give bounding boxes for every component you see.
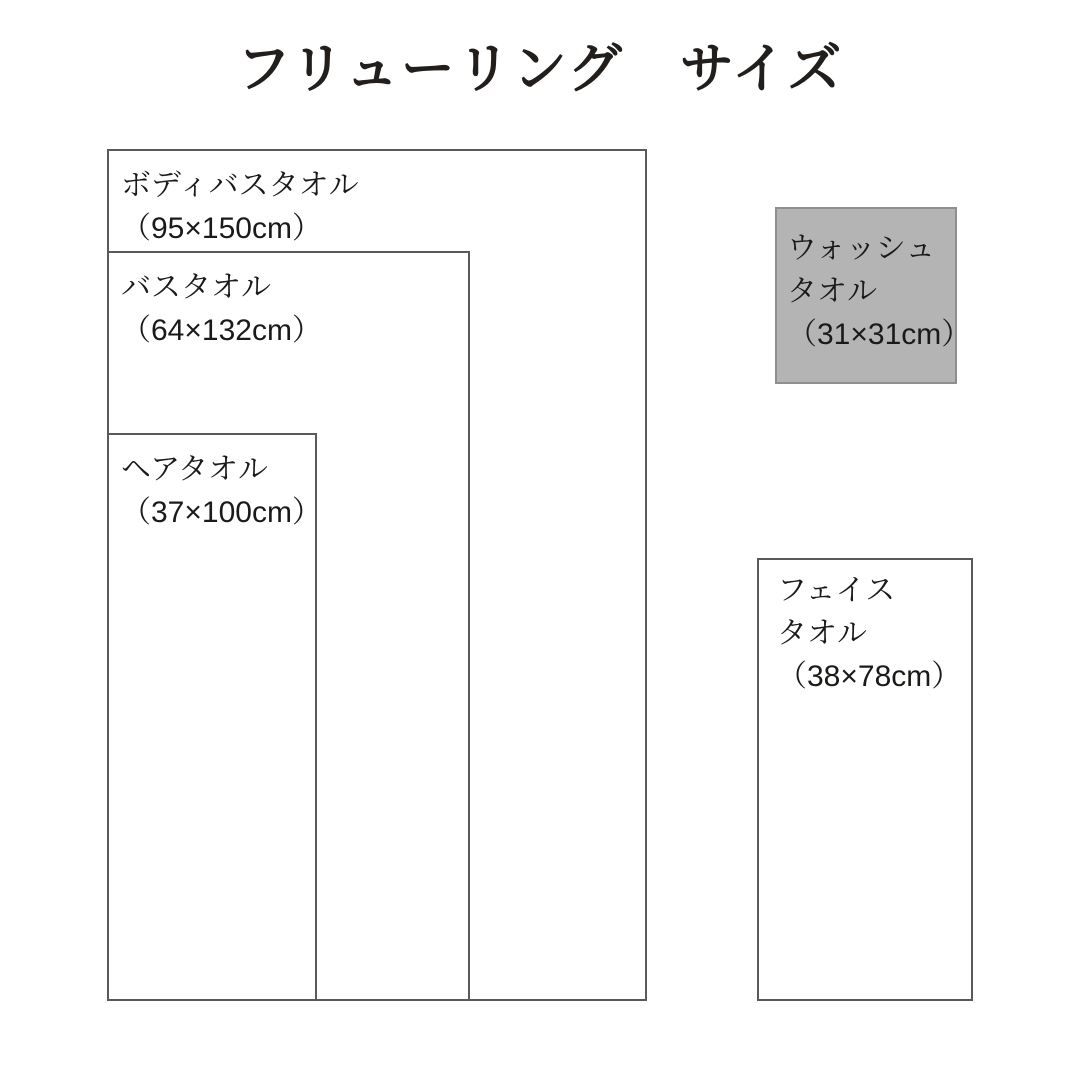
hair-towel-rect (107, 433, 322, 1001)
hair-towel-label (121, 448, 322, 534)
towel-size: （64×132cm） (121, 314, 322, 347)
towel-name-line1: フェイス (777, 574, 896, 607)
page-title: フリューリング サイズ (236, 39, 844, 99)
towel-name: ヘアタオル (121, 453, 268, 486)
towel-name-line2: タオル (777, 617, 867, 650)
towel-size: （37×100cm） (121, 496, 322, 529)
towel-size: （31×31cm） (787, 318, 972, 351)
towel-size: （95×150cm） (121, 212, 322, 245)
towel-name-line2: タオル (787, 275, 877, 308)
body-bath-towel-label (121, 164, 359, 250)
face-towel-rect (757, 558, 973, 1001)
towel-name: ボディバスタオル (121, 169, 359, 202)
towel-name-line1: ウォッシュ (787, 232, 936, 265)
bath-towel-label (121, 266, 322, 352)
wash-towel-label (787, 227, 971, 356)
towel-name: バスタオル (121, 271, 271, 304)
towel-size: （38×78cm） (777, 660, 962, 693)
wash-towel-rect (775, 207, 972, 384)
face-towel-label (777, 569, 961, 698)
